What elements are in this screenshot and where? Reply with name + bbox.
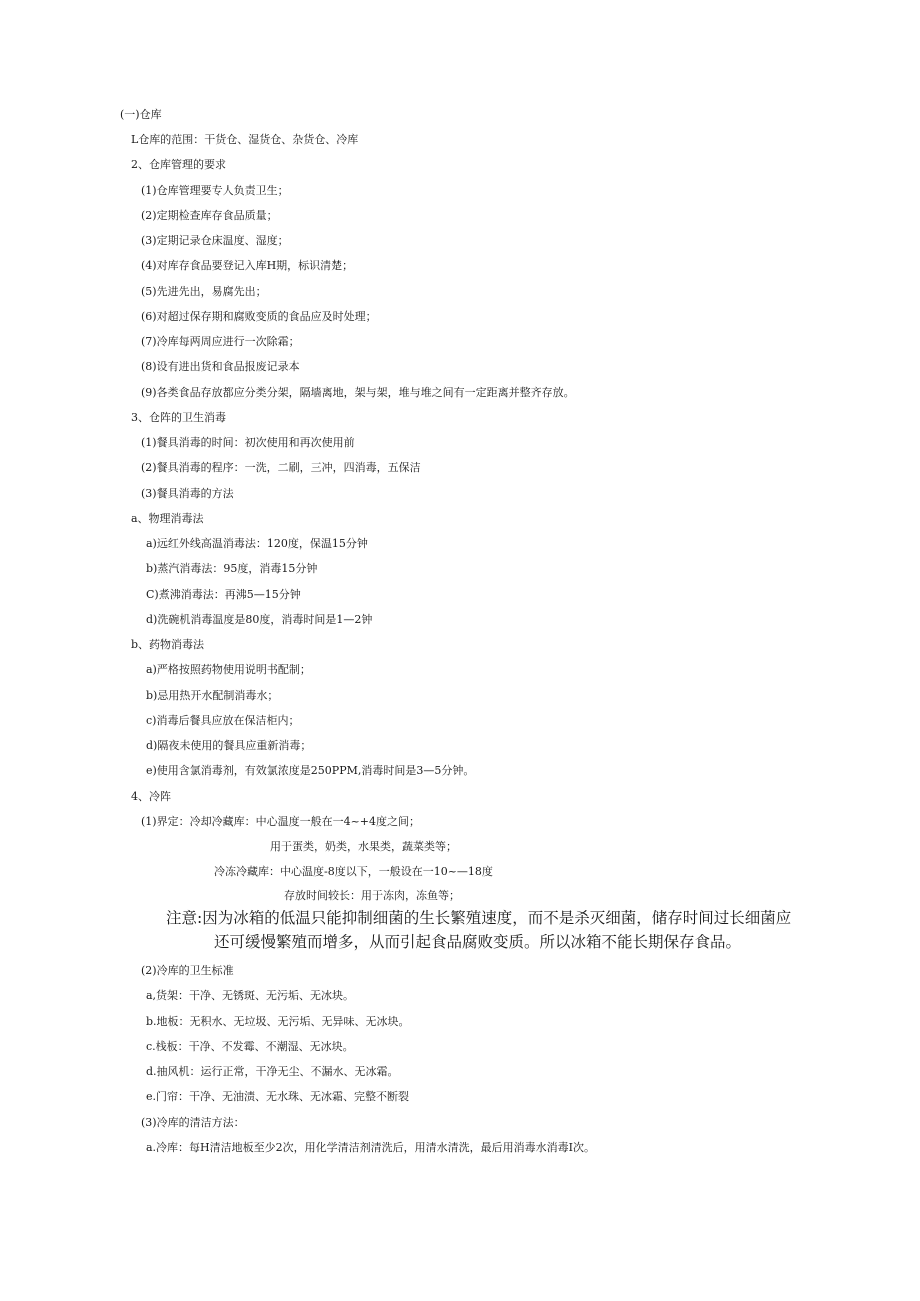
heading-warehouse: (一)仓库 [120,108,162,121]
requirement-item: (7)冷库每两周应进行一次除霜； [141,335,300,348]
physical-method-item: d)洗碗机消毒温度是80度，消毒时间是1—2钟 [146,613,373,626]
note-line: 注意:因为冰箱的低温只能抑制细菌的生长繁殖速度，而不是杀灭细菌，储存时间过长细菌应 [166,909,792,927]
cold-storage-definition: 冷冻冷藏库：中心温度-8度以下，一般设在一10~—18度 [214,865,493,878]
heading-management-requirements: 2、仓库管理的要求 [131,158,226,171]
sanitation-item: (1)餐具消毒的时间：初次使用和再次使用前 [141,436,355,449]
requirement-item: (6)对超过保存期和腐败变质的食品应及时处理； [141,310,377,323]
chemical-method-item: b)忌用热开水配制消毒水； [146,689,279,702]
cold-storage-definition: 用于蛋类，奶类，水果类，蔬菜类等； [270,840,457,853]
requirement-item: (8)设有进出货和食品报废记录本 [141,360,300,373]
requirement-item: (4)对库存食品要登记入库H期，标识清楚； [141,259,354,272]
chemical-method-item: c)消毒后餐具应放在保洁柜内； [146,714,300,727]
physical-method-item: b)蒸汽消毒法：95度，消毒15分钟 [146,562,318,575]
warehouse-scope: L仓库的范围：干货仓、湿货仓、杂货仓、冷库 [131,133,359,146]
heading-hygiene-standards: (2)冷库的卫生标准 [141,964,234,977]
heading-sanitation: 3、仓阵的卫生消毒 [131,411,226,424]
hygiene-standard-item: a,货架：干净、无锈斑、无污垢、无冰块。 [146,989,355,1002]
hygiene-standard-item: d.抽风机：运行正常，干净无尘、不漏水、无冰霜。 [146,1065,399,1078]
requirement-item: (1)仓库管理要专人负责卫生； [141,184,289,197]
hygiene-standard-item: e.门帘：干净、无油渍、无水珠、无冰霜、完整不断裂 [146,1090,410,1103]
cleaning-method-item: a.冷库：每H清洁地板至少2次，用化学清洁剂清洗后，用清水清洗，最后用消毒水消毒I次。 [146,1141,595,1154]
note-line: 还可缓慢繁殖而增多，从而引起食品腐败变质。所以冰箱不能长期保存食品。 [214,933,742,951]
requirement-item: (2)定期检查库存食品质量； [141,209,278,222]
physical-method-item: C)煮沸消毒法：再沸5—15分钟 [146,588,301,601]
hygiene-standard-item: b.地板：无积水、无垃圾、无污垢、无异味、无冰块。 [146,1015,410,1028]
cold-storage-definition: (1)界定：冷却冷藏库：中心温度一般在一4~+4度之间； [141,815,421,828]
chemical-method-item: e)使用含氯消毒剂，有效氯浓度是250PPM,消毒时间是3—5分钟。 [146,764,475,777]
hygiene-standard-item: c.栈板：干净、不发霉、不潮湿、无冰块。 [146,1040,354,1053]
chemical-method-item: d)隔夜未使用的餐具应重新消毒； [146,739,312,752]
cold-storage-definition: 存放时间较长：用于冻肉，冻鱼等； [284,889,460,902]
requirement-item: (5)先进先出，易腐先出； [141,285,267,298]
heading-physical-disinfection: a、物理消毒法 [131,512,204,525]
heading-cleaning-method: (3)冷库的清洁方法： [141,1116,245,1129]
heading-chemical-disinfection: b、药物消毒法 [131,638,205,651]
sanitation-item: (3)餐具消毒的方法 [141,487,234,500]
sanitation-item: (2)餐具消毒的程序：一洗，二刷，三冲，四消毒，五保洁 [141,461,421,474]
physical-method-item: a)远红外线高温消毒法：120度，保温15分钟 [146,537,368,550]
chemical-method-item: a)严格按照药物使用说明书配制； [146,663,311,676]
requirement-item: (3)定期记录仓床温度、湿度； [141,234,289,247]
requirement-item: (9)各类食品存放都应分类分架，隔墙离地，架与架，堆与堆之间有一定距离并整齐存放。 [141,386,575,399]
heading-cold-storage: 4、冷阵 [131,790,171,803]
